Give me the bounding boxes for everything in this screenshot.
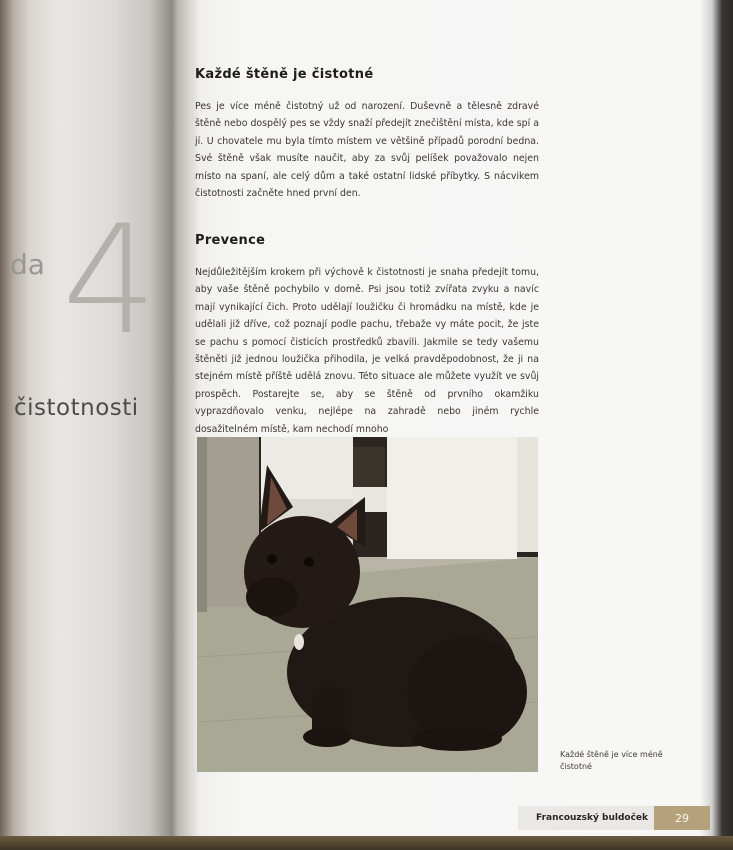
running-footer — [518, 806, 654, 830]
section-heading-2: Prevence — [195, 233, 266, 248]
chapter-title: čistotnosti — [14, 395, 139, 421]
book-edge — [0, 836, 733, 850]
section-paragraph-1: Pes je více méně čistotný už od narození. Duševně a tělesně zdravé štěně nebo dospělý pes se vždy snaží předejít znečištění místa, kde spí a jí. U chovatele mu byla tímto místem ve většině případů porodní bedna. Své štěně však musíte naučit, aby za svůj pelíšek považovalo nejen místo na spaní, ale celý dům a také ostatní lidské příbytky. S nácvikem čistotnosti začněte hned první den. — [195, 101, 539, 200]
page-number: 29 — [654, 806, 710, 830]
section-paragraph-2: Nejdůležitějším krokem při výchově k čistotnosti je snaha předejít tomu, aby vaše štěně pochybilo v domě. Psi jsou totiž zvířata zvyku a navíc mají vynikající čich. Proto udělají loužičku či hromádku na místě, kde je udělali již dříve, což poznají podle pachu, třebaže vy máte pocit, že jste se pachu s pomocí čisticích prostředků zbavili. Jakmile se tedy vašemu štěněti již jednou loužička přihodila, je velká pravděpodobnost, že ji na stejném místě příště udělá znovu. Této situace ale můžete využít ve svůj prospěch. Postarejte se, aby se štěně od prvního okamžiku vyprazdňovalo venku, nejlépe na zahradě nebo jiném rychle dosažitelném místě, kam nechodí mnoho — [195, 267, 539, 435]
book-title: Francouzský buldoček — [536, 813, 648, 823]
french-bulldog-puppy-photo — [197, 437, 538, 772]
chapter-number: 4 — [62, 194, 154, 368]
photo-caption: Každé štěně je více méně čistotné — [560, 750, 663, 771]
left-page — [0, 0, 176, 836]
chapter-word-fragment: da — [10, 248, 45, 281]
section-heading-1: Každé štěně je čistotné — [195, 67, 374, 82]
